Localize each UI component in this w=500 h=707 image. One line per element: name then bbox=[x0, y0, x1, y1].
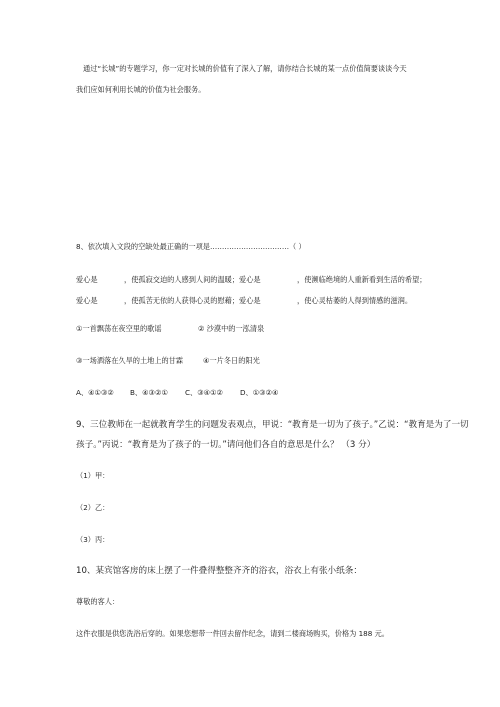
q9-answer-1: （1）甲： bbox=[76, 471, 110, 480]
q8-item-4: ④一片冬日的阳光 bbox=[203, 356, 260, 365]
q8-row2-tail: ，使心灵枯萎的人得到情感的滋润。 bbox=[297, 296, 413, 305]
q9-answer-2: （2）乙： bbox=[76, 503, 110, 512]
q9-line-2: 孩子。”丙说：“教育是为了孩子的一切。”请问他们各自的意思是什么？ （3 分） bbox=[76, 440, 376, 450]
intro-line-1: 通过“长城”的专题学习，你一定对长城的价值有了深入了解，请你结合长城的某一点价值简要谈谈今天 bbox=[83, 64, 407, 73]
q8-row2-mid: ，使孤苦无依的人获得心灵的慰藉；爱心是 bbox=[124, 296, 261, 305]
q8-row1-lead: 爱心是 bbox=[76, 275, 98, 284]
q8-option-a: A、④①③② bbox=[76, 388, 114, 397]
q8-row2-lead: 爱心是 bbox=[76, 296, 98, 305]
q9-line-1: 9、三位教师在一起就教育学生的问题发表观点，甲说：“教育是一切为了孩子。”乙说：“教育是为了一切 bbox=[76, 420, 469, 430]
q8-option-b: B、④③②① bbox=[130, 388, 168, 397]
q8-stem: 8、依次填入文段的空缺处最正确的一项是……………………………（ ） bbox=[76, 242, 306, 251]
q10-greeting: 尊敬的客人： bbox=[76, 597, 120, 606]
q8-option-d: D、①③②④ bbox=[240, 388, 279, 397]
q8-row1-mid: ，使孤寂交迫的人感到人间的温暖；爱心是 bbox=[124, 275, 261, 284]
q8-option-c: C、③④①② bbox=[185, 388, 223, 397]
q8-item-3: ③一场洒落在久旱的土地上的甘霖 bbox=[76, 356, 184, 365]
q8-item-2: ② 沙漠中的一泓清泉 bbox=[198, 324, 265, 333]
intro-line-2: 我们应如何利用长城的价值为社会服务。 bbox=[76, 85, 206, 94]
q10-body: 这件衣服是供您洗浴后穿的。如果您想带一件回去留作纪念，请到二楼商场购买，价格为 188 元。 bbox=[76, 629, 389, 638]
q8-row1-tail: ，使濒临绝境的人重新看到生活的希望； bbox=[297, 275, 427, 284]
q10-line-1: 10、某宾馆客房的床上摆了一件叠得整整齐齐的浴衣，浴衣上有张小纸条： bbox=[76, 566, 362, 576]
q9-answer-3: （3）丙： bbox=[76, 535, 110, 544]
q8-item-1: ①一首飘荡在夜空里的歌谣 bbox=[76, 324, 162, 333]
